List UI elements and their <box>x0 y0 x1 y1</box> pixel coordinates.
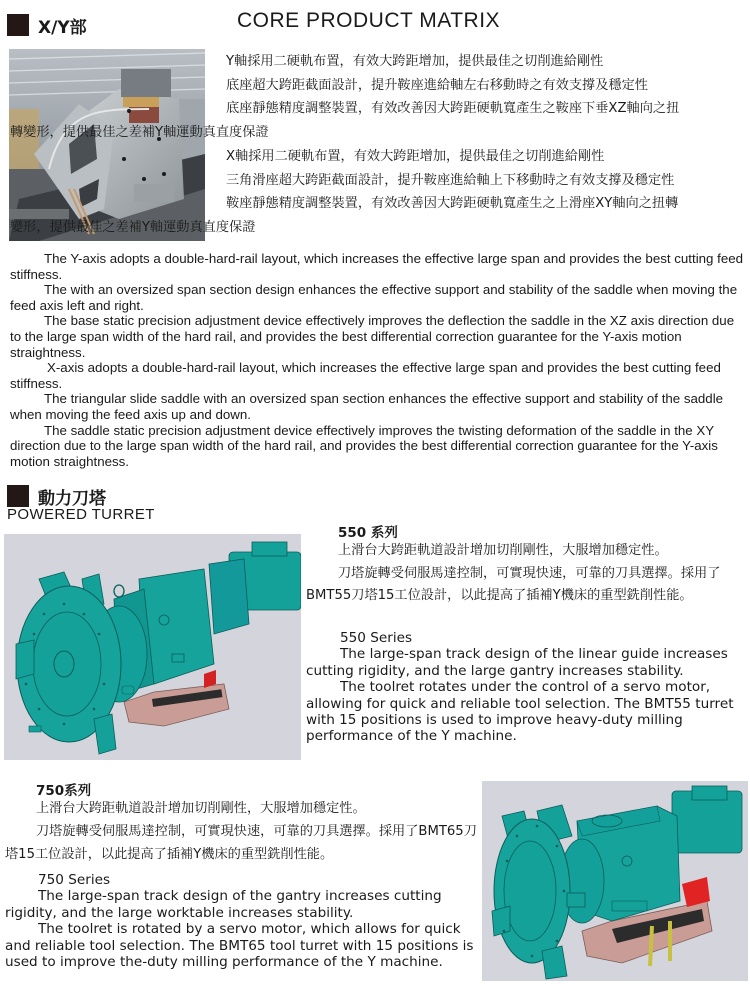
zh-text: 刀塔旋轉受伺服馬達控制，可實現快速，可靠的刀具選擇。採用了BMT65刀塔15工位設計，以此提高了插補Y機床的重型銑削性能。 <box>5 824 477 862</box>
zh-text: 上滑台大跨距軌道設計增加切削剛性，大服增加穩定性。 <box>338 543 668 558</box>
xy-axis-machine-photo <box>9 49 205 241</box>
zh-text: 底座超大跨距截面設計，提升鞍座進給軸左右移動時之有效支撐及穩定性 <box>226 77 648 93</box>
en-paragraph <box>10 251 748 282</box>
section-marker-icon <box>7 485 29 507</box>
zh-text: 上滑台大跨距軌道設計增加切削剛性，大服增加穩定性。 <box>36 801 366 816</box>
en-paragraph <box>5 921 480 970</box>
en-paragraph <box>5 888 480 921</box>
section-title-turret-en: POWERED TURRET <box>7 506 155 523</box>
section-title-turret-zh: 動力刀塔 <box>38 489 106 509</box>
xy-zh-description <box>212 50 750 121</box>
en-text: The saddle static precision adjustment device effectively improves the twisting deformation of the saddle in the XY direction due to the large span width of the hard rail, and provides the best differential correction guarantee for the Y-axis motion straightness. <box>10 422 718 469</box>
xy-en-description <box>10 251 748 469</box>
zh-paragraph-wrap: 變形，提供最佳之差補Y軸運動真直度保證 <box>10 220 256 235</box>
en-text: The with an oversized span section design enhances the effective support and stability of the saddle when moving the feed axis left and right. <box>10 282 738 313</box>
xy-zh-description-x <box>212 145 750 216</box>
zh-text: X軸採用二硬軌布置，有效大跨距增加，提供最佳之切削進給剛性 <box>226 149 605 164</box>
en-text: The large-span track design of the gantry increases cutting rigidity, and the large worktable increases stability. <box>5 888 442 921</box>
en-paragraph <box>10 360 748 391</box>
section-title-xy: X/Y部 <box>38 18 87 38</box>
page-title: CORE PRODUCT MATRIX <box>237 9 501 32</box>
zh-text: 三角滑座超大跨距截面設計，提升鞍座進給軸上下移動時之有效支撐及穩定性 <box>226 172 675 188</box>
en-paragraph <box>306 679 750 745</box>
en-text: The toolret rotates under the control of a servo motor, allowing for quick and reliable tool selection. The BMT55 turret with 15 positions is used to improve heavy-duty milling performance of the Y machine. <box>306 679 734 745</box>
series-750-en <box>5 872 480 970</box>
zh-paragraph <box>306 563 750 608</box>
en-paragraph <box>306 646 750 679</box>
en-paragraph <box>10 391 748 422</box>
zh-paragraph <box>212 50 750 74</box>
section-marker-icon <box>7 14 29 36</box>
en-paragraph <box>10 313 748 360</box>
zh-paragraph <box>306 540 750 563</box>
en-paragraph <box>10 423 748 470</box>
series-750-heading-zh: 750系列 <box>36 783 92 799</box>
series-550-zh <box>306 540 750 608</box>
zh-paragraph <box>212 74 750 98</box>
series-550-heading-zh: 550 系列 <box>338 525 398 541</box>
zh-paragraph <box>212 169 750 193</box>
zh-paragraph <box>212 192 750 216</box>
en-text: 550 Series <box>340 630 413 646</box>
zh-paragraph <box>212 145 750 169</box>
series-550-heading-en <box>306 630 750 646</box>
turret-illustration <box>482 781 748 981</box>
en-text: 750 Series <box>38 872 111 888</box>
bmt55-turret-cad-render <box>4 534 301 760</box>
series-750-heading-en <box>5 872 480 888</box>
zh-text: 刀塔旋轉受伺服馬達控制，可實現快速，可靠的刀具選擇。採用了BMT55刀塔15工位設計，以此提高了插補Y機床的重型銑削性能。 <box>306 565 721 603</box>
zh-text: Y軸採用二硬軌布置，有效大跨距增加，提供最佳之切削進給剛性 <box>226 54 604 69</box>
zh-paragraph <box>5 820 477 866</box>
bmt65-turret-cad-render <box>482 781 748 981</box>
zh-paragraph-wrap: 轉變形，提供最佳之差補Y軸運動真直度保證 <box>10 125 269 140</box>
en-text: The toolret is rotated by a servo motor, which allows for quick and reliable tool selection. The BMT65 tool turret with 15 positions is used to improve the-duty milling performance of the Y machine. <box>5 921 474 971</box>
turret-illustration <box>4 534 301 760</box>
zh-paragraph <box>5 797 477 820</box>
zh-text: 底座靜態精度調整裝置，有效改善因大跨距硬軌寬產生之鞍座下垂XZ軸向之扭 <box>226 101 680 117</box>
en-text: The triangular slide saddle with an oversized span section enhances the effective support and stability of the saddle when moving the feed axis up and down. <box>10 391 724 422</box>
series-550-en <box>306 630 750 745</box>
en-text: The base static precision adjustment device effectively improves the deflection the saddle in the XZ axis direction due to the large span width of the hard rail, and provides the best differential correction guarantee for the Y-axis motion straightness. <box>10 313 735 360</box>
machine-photo-illustration <box>9 49 205 241</box>
zh-text: 鞍座靜態精度調整裝置，有效改善因大跨距硬軌寬產生之上滑座XY軸向之扭轉 <box>226 196 679 212</box>
en-text: The large-span track design of the linear guide increases cutting rigidity, and the large gantry increases stability. <box>306 646 728 679</box>
en-text: X-axis adopts a double-hard-rail layout, which increases the effective large span and provides the best cutting feed stiffness. <box>10 360 721 391</box>
en-text: The Y-axis adopts a double-hard-rail layout, which increases the effective large span and provides the best cutting feed stiffness. <box>10 251 744 282</box>
en-paragraph <box>10 282 748 313</box>
series-750-zh <box>5 797 477 866</box>
zh-paragraph <box>212 97 750 121</box>
